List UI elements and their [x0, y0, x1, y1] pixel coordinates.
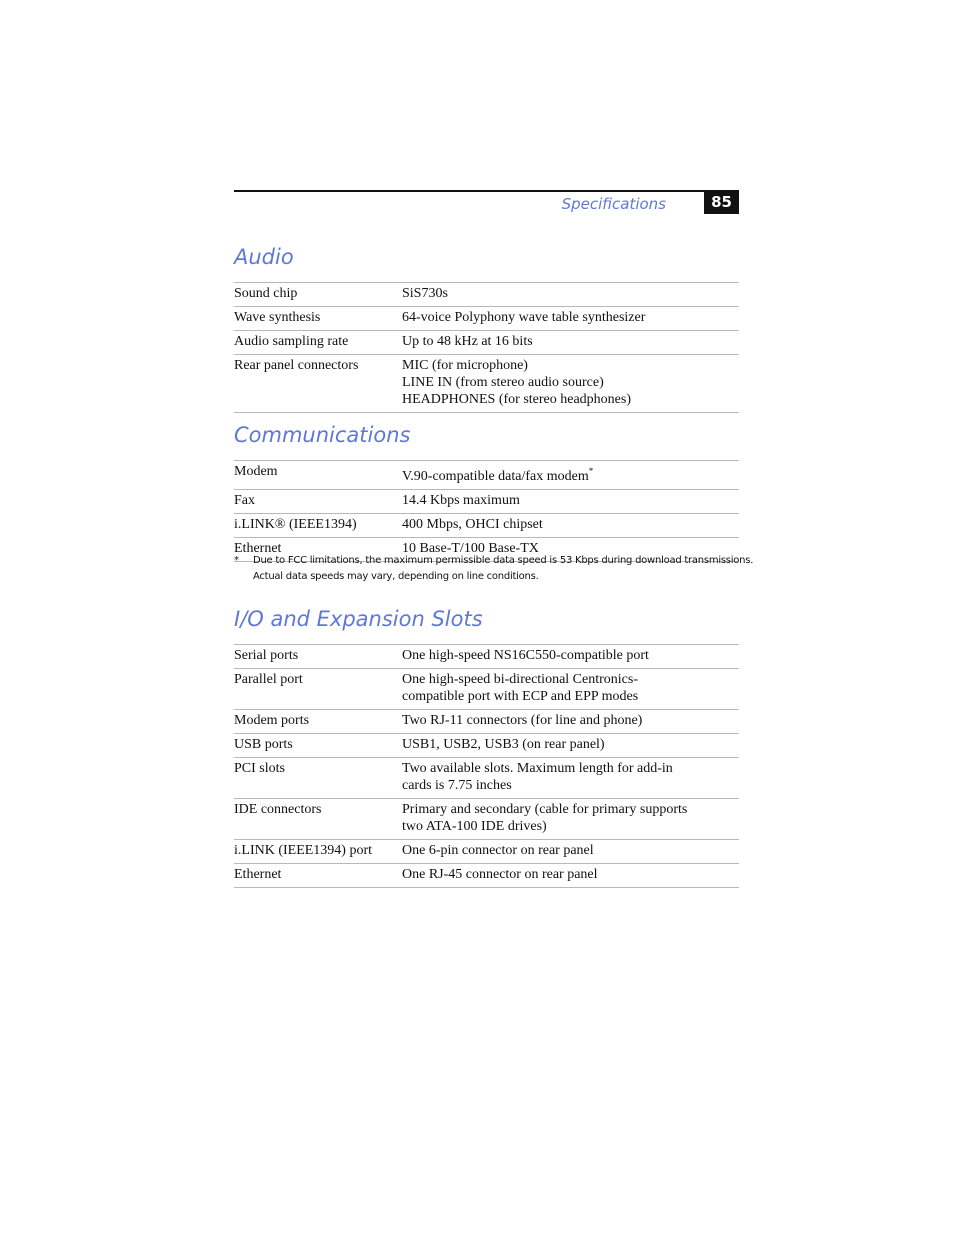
spec-label: i.LINK (IEEE1394) port	[234, 840, 402, 864]
section-title-io: I/O and Expansion Slots	[234, 607, 483, 631]
spec-label: Audio sampling rate	[234, 331, 402, 355]
spec-label: Sound chip	[234, 283, 402, 307]
table-row	[234, 710, 739, 734]
spec-value-line: One RJ-45 connector on rear panel	[402, 867, 598, 882]
spec-value-line: compatible port with ECP and EPP modes	[402, 689, 639, 704]
footnote-line: Actual data speeds may vary, depending on line conditions.	[253, 571, 539, 582]
spec-label: IDE connectors	[234, 799, 402, 840]
spec-value-line: Two available slots. Maximum length for add-in	[402, 761, 673, 776]
spec-value-line: 10 Base-T/100 Base-TX	[402, 541, 539, 556]
spec-value	[402, 799, 739, 840]
spec-value	[402, 331, 739, 355]
spec-value-line: Two RJ-11 connectors (for line and phone)	[402, 713, 643, 728]
table-row	[234, 490, 739, 514]
spec-label: i.LINK® (IEEE1394)	[234, 514, 402, 538]
section-title-audio: Audio	[234, 245, 294, 269]
spec-value	[402, 355, 739, 413]
spec-value-line: USB1, USB2, USB3 (on rear panel)	[402, 737, 605, 752]
table-row	[234, 864, 739, 888]
audio-spec-table	[234, 282, 739, 413]
spec-label: Fax	[234, 490, 402, 514]
running-title: Specifications	[561, 195, 666, 213]
spec-value	[402, 710, 739, 734]
table-row	[234, 758, 739, 799]
table-row	[234, 331, 739, 355]
table-row	[234, 840, 739, 864]
footnote-reference: *	[588, 466, 594, 476]
table-row	[234, 461, 739, 490]
spec-value	[402, 734, 739, 758]
spec-value	[402, 514, 739, 538]
spec-value-line: Up to 48 kHz at 16 bits	[402, 334, 533, 349]
spec-value-line: 400 Mbps, OHCI chipset	[402, 517, 543, 532]
io-spec-table	[234, 644, 739, 888]
section-title-communications: Communications	[234, 423, 411, 447]
spec-value	[402, 758, 739, 799]
table-row	[234, 734, 739, 758]
spec-label: Modem ports	[234, 710, 402, 734]
table-row	[234, 355, 739, 413]
spec-label: USB ports	[234, 734, 402, 758]
spec-value	[402, 307, 739, 331]
footnote-mark: *	[234, 555, 239, 566]
table-row	[234, 307, 739, 331]
spec-value-line: HEADPHONES (for stereo headphones)	[402, 392, 632, 407]
spec-label: Rear panel connectors	[234, 355, 402, 413]
spec-value	[402, 840, 739, 864]
spec-value-line: One high-speed bi-directional Centronics-	[402, 672, 638, 687]
spec-value	[402, 864, 739, 888]
spec-value-line: One high-speed NS16C550-compatible port	[402, 648, 649, 663]
spec-label: PCI slots	[234, 758, 402, 799]
page-number: 85	[704, 192, 739, 214]
table-row	[234, 645, 739, 669]
spec-value	[402, 669, 739, 710]
spec-value-line: One 6-pin connector on rear panel	[402, 843, 594, 858]
spec-label: Ethernet	[234, 864, 402, 888]
spec-value	[402, 461, 739, 490]
spec-value	[402, 283, 739, 307]
spec-label: Wave synthesis	[234, 307, 402, 331]
footnote-line: Due to FCC limitations, the maximum permissible data speed is 53 Kbps during download transmissions.	[253, 555, 754, 566]
spec-label: Serial ports	[234, 645, 402, 669]
table-row	[234, 799, 739, 840]
table-row	[234, 283, 739, 307]
spec-label: Modem	[234, 461, 402, 490]
table-row	[234, 514, 739, 538]
spec-value-line: 14.4 Kbps maximum	[402, 493, 520, 508]
table-row	[234, 669, 739, 710]
spec-label: Parallel port	[234, 669, 402, 710]
spec-value-line: 64-voice Polyphony wave table synthesizer	[402, 310, 646, 325]
spec-value	[402, 490, 739, 514]
spec-value-line: cards is 7.75 inches	[402, 778, 512, 793]
spec-value-line: SiS730s	[402, 286, 448, 301]
spec-value	[402, 645, 739, 669]
spec-value-line: Primary and secondary (cable for primary supports	[402, 802, 688, 817]
spec-value-line: two ATA-100 IDE drives)	[402, 819, 547, 834]
spec-label: Ethernet	[234, 538, 402, 562]
spec-value-line: LINE IN (from stereo audio source)	[402, 375, 604, 390]
spec-value-line: MIC (for microphone)	[402, 358, 528, 373]
spec-value-line: V.90-compatible data/fax modem	[402, 469, 589, 484]
footnote	[234, 553, 754, 585]
communications-spec-table	[234, 460, 739, 562]
page-header	[234, 190, 739, 216]
